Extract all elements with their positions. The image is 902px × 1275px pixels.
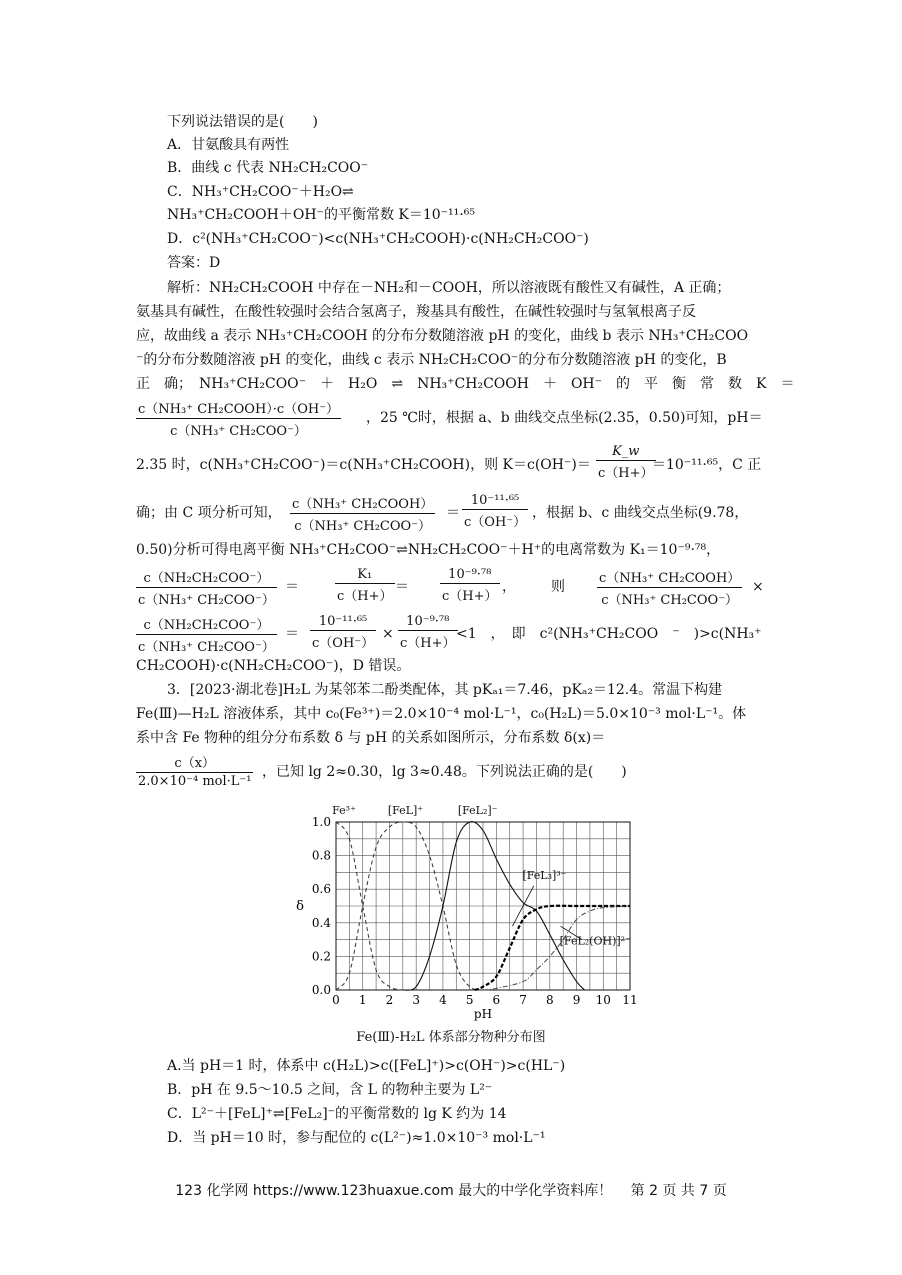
x-tick-label: 4 (439, 993, 447, 1007)
denominator: c（H+） (596, 460, 656, 481)
equals: ＝ (395, 579, 409, 595)
numerator: c（NH₂CH₂COO⁻） (143, 571, 270, 586)
numerator: c（x） (174, 756, 216, 771)
analysis-text: <1 ， 即 c²(NH₃⁺CH₂COO ⁻ )>c(NH₃⁺ (456, 626, 762, 642)
x-tick-label: 11 (622, 993, 638, 1007)
denominator: c（H+） (335, 583, 395, 604)
numerator: 10⁻⁹·⁷⁸ (448, 567, 492, 582)
series-label-2: [FeL₂]⁻ (457, 804, 498, 817)
question-stem: 下列说法错误的是( ) (167, 114, 318, 130)
y-tick-label: 0.8 (311, 848, 331, 863)
x-tick-label: 7 (519, 993, 527, 1007)
x-tick-label: 8 (545, 993, 554, 1007)
y-tick-label: 1.0 (311, 815, 331, 829)
fraction-ratio (290, 493, 435, 534)
x-tick-label: 10 (595, 993, 611, 1007)
q3-option-c: C．L²⁻＋[FeL]⁺⇌[FeL₂]⁻的平衡常数的 lg K 约为 14 (167, 1106, 507, 1122)
y-tick-label: 0.0 (311, 983, 331, 997)
option-a: A．甘氨酸具有两性 (167, 137, 290, 153)
q3-option-b: B．pH 在 9.5～10.5 之间，含 L 的物种主要为 L²⁻ (167, 1082, 493, 1098)
x-tick-label: 0 (332, 993, 340, 1007)
q3-option-a: A.当 pH＝1 时，体系中 c(H₂L)>c([FeL]⁺)>c(OH⁻)>c(HL⁻) (167, 1058, 566, 1074)
numerator: 10⁻⁹·⁷⁸ (406, 614, 450, 629)
x-axis-label: pH (473, 1007, 493, 1021)
series-label-1: [FeL]⁺ (387, 804, 424, 817)
series-line-3 (475, 906, 630, 990)
series-label-3: [FeL₃]³⁻ (522, 869, 567, 883)
option-b: B．曲线 c 代表 NH₂CH₂COO⁻ (167, 160, 369, 176)
x-tick-label: 5 (465, 993, 474, 1007)
denominator: c（NH₃⁺ CH₂COO⁻） (597, 587, 742, 608)
denominator: c（NH₃⁺ CH₂COO⁻） (290, 513, 435, 534)
answer: 答案：D (167, 255, 221, 271)
analysis-line: CH₂COOH)·c(NH₂CH₂COO⁻)，D 错误。 (136, 658, 411, 674)
analysis-line: 氨基具有碱性，在酸性较强时会结合氢离子，羧基具有酸性，在碱性较强时与氢氧根离子反 (136, 304, 696, 320)
denominator: c（NH₃⁺ CH₂COO⁻） (136, 418, 341, 439)
series-label-4: [FeL₂(OH)]²⁻ (559, 934, 631, 948)
equals: ＝ (285, 579, 299, 595)
numerator: c（NH₃⁺ CH₂COOH） (599, 571, 741, 586)
denominator: c（NH₃⁺ CH₂COO⁻） (136, 587, 277, 608)
x-tick-label: 2 (385, 993, 394, 1007)
denominator: 2.0×10⁻⁴ mol·L⁻¹ (138, 774, 252, 789)
x-tick-label: 6 (492, 993, 501, 1007)
y-tick-label: 0.2 (311, 949, 331, 964)
numerator: 10⁻¹¹·⁶⁵ (470, 493, 520, 508)
fraction-a (136, 567, 277, 608)
analysis-line: ⁻的分布分数随溶液 pH 的变化，曲线 c 表示 NH₂CH₂COO⁻的分布分数随溶液 pH 的变化，B (136, 352, 727, 368)
analysis-text: 2.35 时，c(NH₃⁺CH₂COO⁻)＝c(NH₃⁺CH₂COOH)，则 K＝c(OH⁻)＝ (136, 457, 591, 473)
numerator: K_w (612, 444, 640, 459)
analysis-line: 解析：NH₂CH₂COOH 中存在－NH₂和－COOH，所以溶液既有酸性又有碱性，A 正确； (167, 280, 731, 296)
fraction-kw (596, 444, 656, 481)
analysis-text: ＝10⁻¹¹·⁶⁵，C 正 (652, 457, 762, 473)
numerator: c（NH₃⁺ CH₂COOH） (292, 497, 434, 512)
analysis-text: ，25 ℃时，根据 a、b 曲线交点坐标(2.35，0.50)可知，pH＝ (366, 410, 763, 426)
analysis-text: ，根据 b、c 曲线交点坐标(9.78， (532, 505, 749, 521)
x-tick-label: 3 (412, 993, 421, 1007)
option-c: C．NH₃⁺CH₂COO⁻＋H₂O⇌ (167, 184, 354, 200)
denominator: c（H+） (398, 630, 458, 651)
numerator: 10⁻¹¹·⁶⁵ (318, 614, 368, 629)
fraction-e (136, 614, 277, 655)
analysis-text: ， 则 (502, 579, 565, 595)
denominator: c（OH⁻） (310, 630, 376, 651)
denominator: c（NH₃⁺ CH₂COO⁻） (136, 634, 277, 655)
analysis-text: 确；由 C 项分析可知， (136, 505, 282, 521)
fraction-b (335, 567, 395, 604)
equals: ＝ (285, 626, 299, 642)
option-d: D．c²(NH₃⁺CH₂COO⁻)<c(NH₃⁺CH₂COOH)·c(NH₂CH₂COO⁻) (167, 231, 589, 247)
analysis-line: 正 确； NH₃⁺CH₂COO⁻ ＋ H₂O ⇌ NH₃⁺CH₂COOH ＋ OH⁻ 的 平 衡 常 数 K ＝ (136, 376, 795, 392)
fraction-d (597, 567, 742, 608)
question3-line: 3．[2023·湖北卷]H₂L 为某邻苯二酚类配体，其 pKₐ₁＝7.46，pKₐ₂＝12.4。常温下构建 (167, 682, 723, 698)
x-tick-label: 1 (358, 993, 367, 1007)
denominator: c（H+） (440, 583, 500, 604)
analysis-line: 应，故曲线 a 表示 NH₃⁺CH₂COOH 的分布分数随溶液 pH 的变化，曲线 b 表示 NH₃⁺CH₂COO (136, 328, 749, 344)
fraction-g (398, 614, 458, 651)
chart-caption: Fe(Ⅲ)-H₂L 体系部分物种分布图 (356, 1030, 546, 1045)
series-label-0: Fe³⁺ (332, 804, 356, 817)
numerator: K₁ (357, 567, 373, 582)
fraction-k (136, 398, 341, 439)
fraction-oh (462, 493, 528, 530)
y-axis-label: δ (296, 899, 304, 914)
fraction-delta (136, 752, 253, 789)
times: × (752, 579, 764, 595)
equals: ＝ (446, 505, 460, 521)
y-tick-label: 0.4 (311, 915, 331, 930)
fraction-c (440, 567, 500, 604)
times: × (382, 626, 394, 642)
fraction-f (310, 614, 376, 651)
question3-line: 系中含 Fe 物种的组分分布系数 δ 与 pH 的关系如图所示，分布系数 δ(x)＝ (136, 730, 606, 746)
denominator: c（OH⁻） (462, 509, 528, 530)
species-distribution-chart (280, 796, 638, 1021)
numerator: c（NH₃⁺ CH₂COOH）·c（OH⁻） (138, 402, 340, 417)
x-tick-label: 9 (572, 993, 581, 1007)
y-tick-label: 0.6 (311, 882, 331, 897)
option-c-cont: NH₃⁺CH₂COOH＋OH⁻的平衡常数 K＝10⁻¹¹·⁶⁵ (167, 207, 475, 223)
question3-text: ，已知 lg 2≈0.30，lg 3≈0.48。下列说法正确的是( ) (262, 764, 627, 780)
page-footer: 123 化学网 https://www.123huaxue.com 最大的中学化学资料库！ 第 2 页 共 7 页 (175, 1183, 727, 1199)
question3-line: Fe(Ⅲ)—H₂L 溶液体系，其中 c₀(Fe³⁺)＝2.0×10⁻⁴ mol·L⁻¹，c₀(H₂L)＝5.0×10⁻³ mol·L⁻¹。体 (136, 706, 747, 722)
numerator: c（NH₂CH₂COO⁻） (143, 618, 270, 633)
q3-option-d: D．当 pH＝10 时，参与配位的 c(L²⁻)≈1.0×10⁻³ mol·L⁻¹ (167, 1130, 546, 1146)
analysis-line: 0.50)分析可得电离平衡 NH₃⁺CH₂COO⁻⇌NH₂CH₂COO⁻＋H⁺的电离常数为 K₁＝10⁻⁹·⁷⁸， (136, 542, 721, 558)
